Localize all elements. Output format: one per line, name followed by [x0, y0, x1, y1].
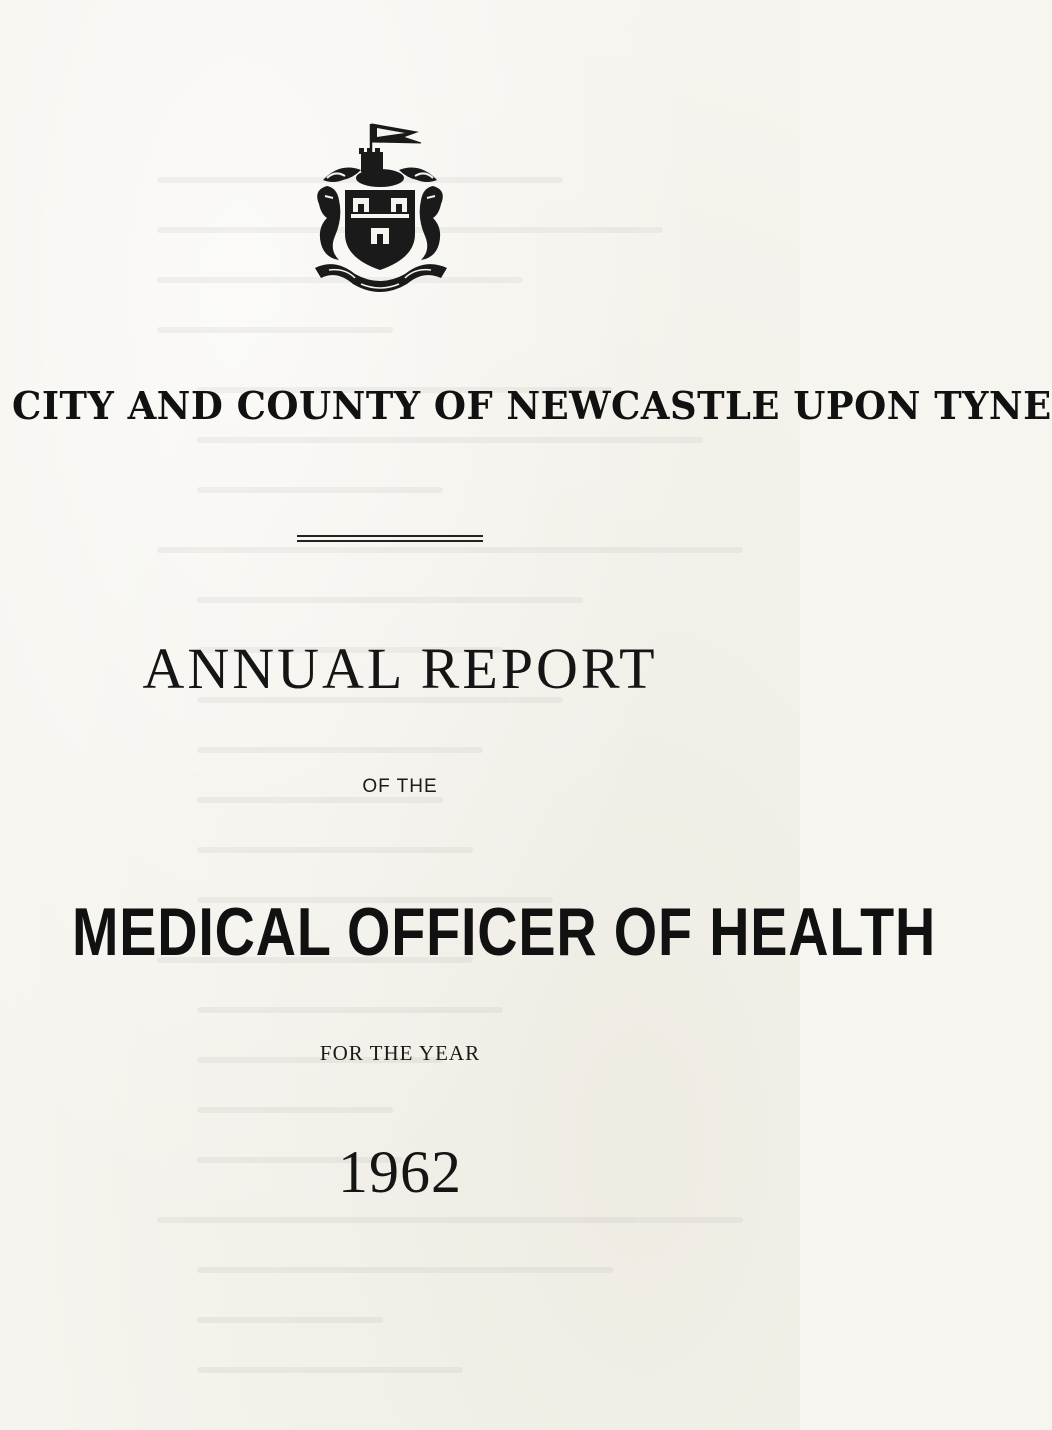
divider-rule-top: [297, 535, 483, 537]
for-the-year-label: FOR THE YEAR: [319, 1041, 481, 1065]
of-the-label: OF THE: [362, 776, 438, 797]
officer-title: MEDICAL OFFICER OF HEALTH: [72, 894, 937, 970]
divider-rule-bottom: [297, 540, 483, 542]
coat-of-arms-icon: [305, 118, 455, 300]
report-title: ANNUAL REPORT: [142, 636, 658, 701]
city-title: CITY AND COUNTY OF NEWCASTLE UPON TYNE: [12, 383, 1052, 428]
report-year: 1962: [338, 1139, 462, 1205]
